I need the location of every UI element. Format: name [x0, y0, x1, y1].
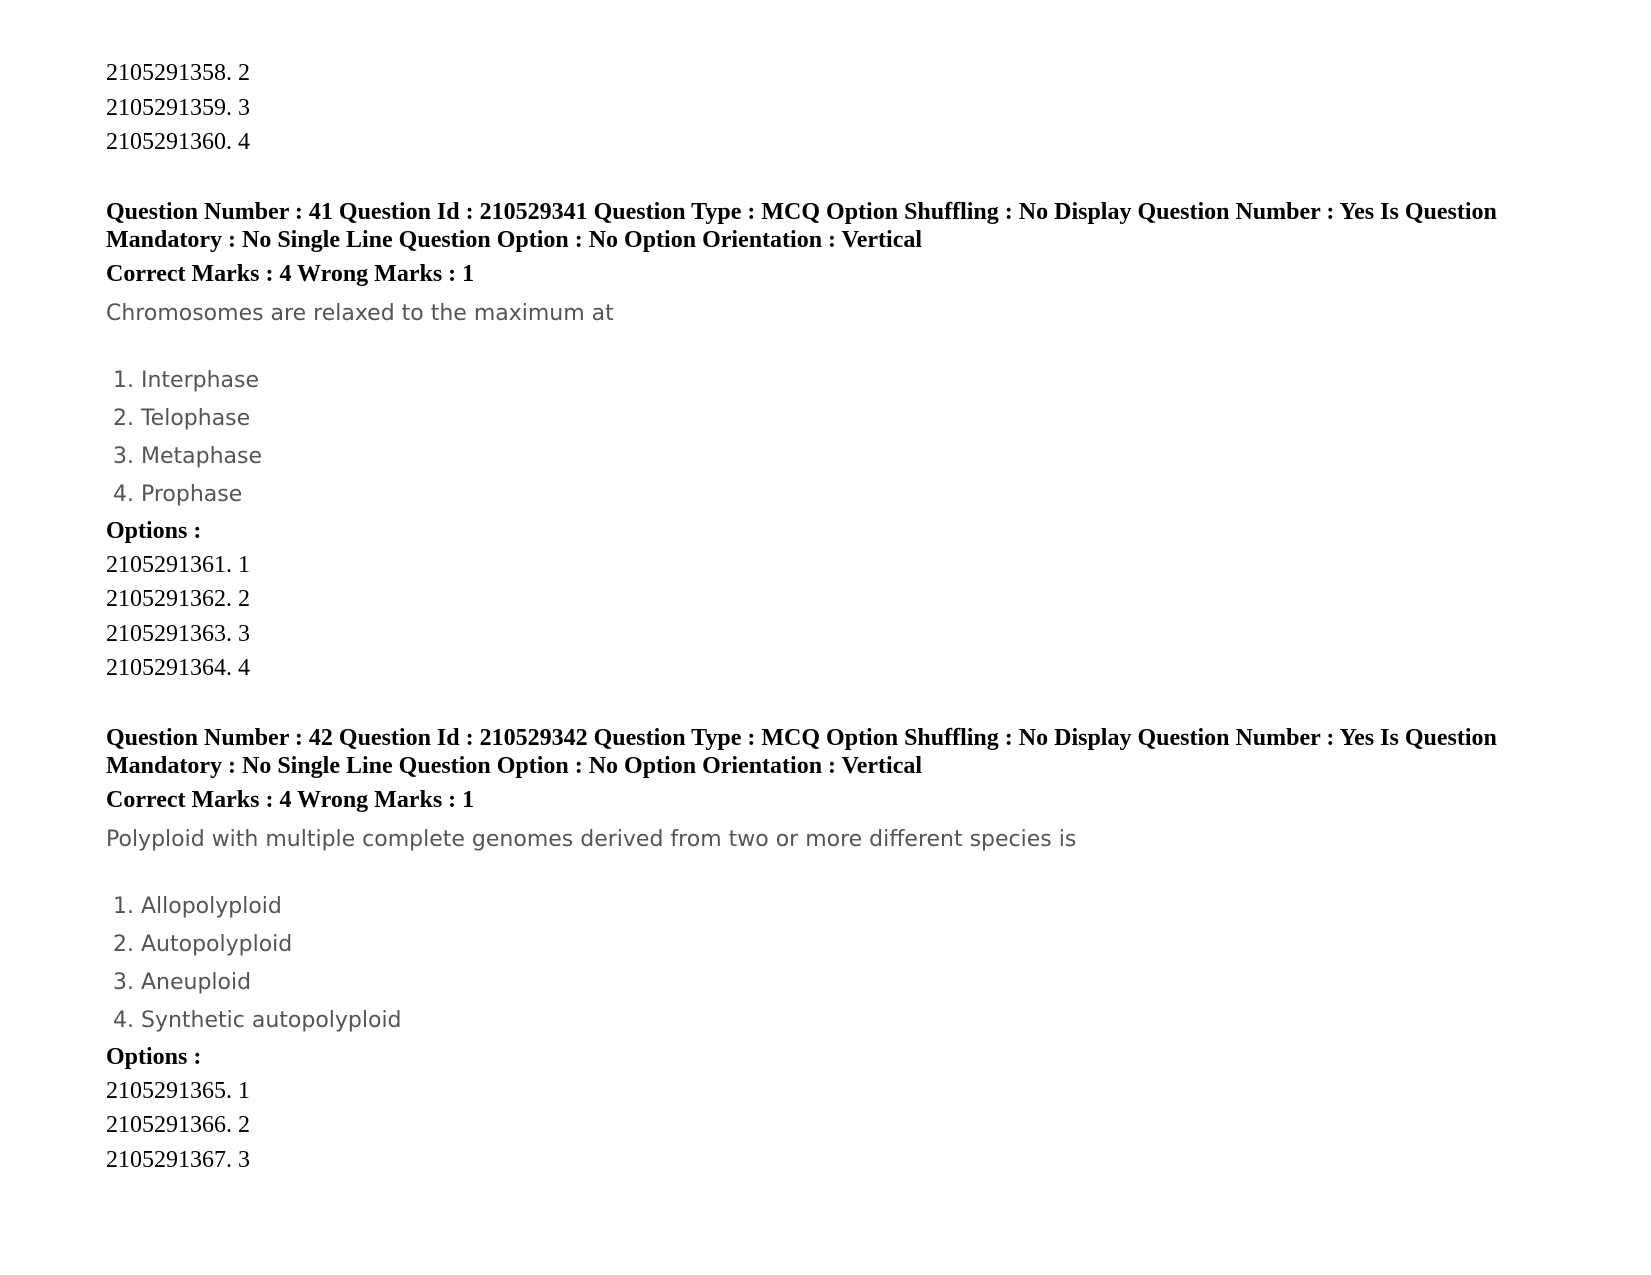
option-id-line: 2105291364. 4: [106, 655, 250, 681]
answer-choices: [106, 362, 1576, 514]
option-ids: [106, 548, 1576, 686]
options-label: Options :: [106, 1043, 202, 1070]
question-text: Chromosomes are relaxed to the maximum at: [106, 300, 614, 326]
option-ids: [106, 1074, 1576, 1178]
answer-choice: 2. Telophase: [113, 405, 251, 431]
question-block-41: [106, 198, 1576, 686]
question-header: Question Number : 41 Question Id : 210529341 Question Type : MCQ Option Shuffling : No Display Question Number : Yes Is Question Mandatory : No Single Line Question Option : No Option Orientation : Vertical: [106, 198, 1497, 253]
option-id-line: 2105291365. 1: [106, 1077, 250, 1104]
question-marks: Correct Marks : 4 Wrong Marks : 1: [106, 260, 475, 287]
question-marks: Correct Marks : 4 Wrong Marks : 1: [106, 786, 475, 813]
option-id-line: 2105291360. 4: [106, 129, 250, 155]
question-text: Polyploid with multiple complete genomes derived from two or more different species is: [106, 826, 1077, 852]
answer-choice: 3. Aneuploid: [113, 969, 252, 995]
answer-choice: 3. Metaphase: [113, 443, 262, 469]
option-id-line: 2105291359. 3: [106, 94, 250, 121]
option-id-line: 2105291363. 3: [106, 620, 250, 647]
answer-choice: 1. Allopolyploid: [113, 893, 282, 919]
question-block-42: [106, 724, 1576, 1178]
option-id-line: 2105291362. 2: [106, 586, 250, 612]
answer-choice: 4. Prophase: [113, 481, 243, 507]
document-page: [106, 56, 1576, 1177]
option-id-line: 2105291366. 2: [106, 1112, 250, 1138]
option-id-line: 2105291367. 3: [106, 1146, 250, 1173]
answer-choice: 4. Synthetic autopolyploid: [113, 1007, 402, 1033]
option-id-line: 2105291358. 2: [106, 60, 250, 86]
answer-choice: 2. Autopolyploid: [113, 931, 293, 957]
question-header: Question Number : 42 Question Id : 210529342 Question Type : MCQ Option Shuffling : No Display Question Number : Yes Is Question Mandatory : No Single Line Question Option : No Option Orientation : Vertical: [106, 724, 1497, 779]
previous-question-options: [106, 56, 1576, 160]
answer-choices: [106, 888, 1576, 1040]
answer-choice: 1. Interphase: [113, 367, 260, 393]
option-id-line: 2105291361. 1: [106, 551, 250, 578]
options-label: Options :: [106, 517, 202, 544]
